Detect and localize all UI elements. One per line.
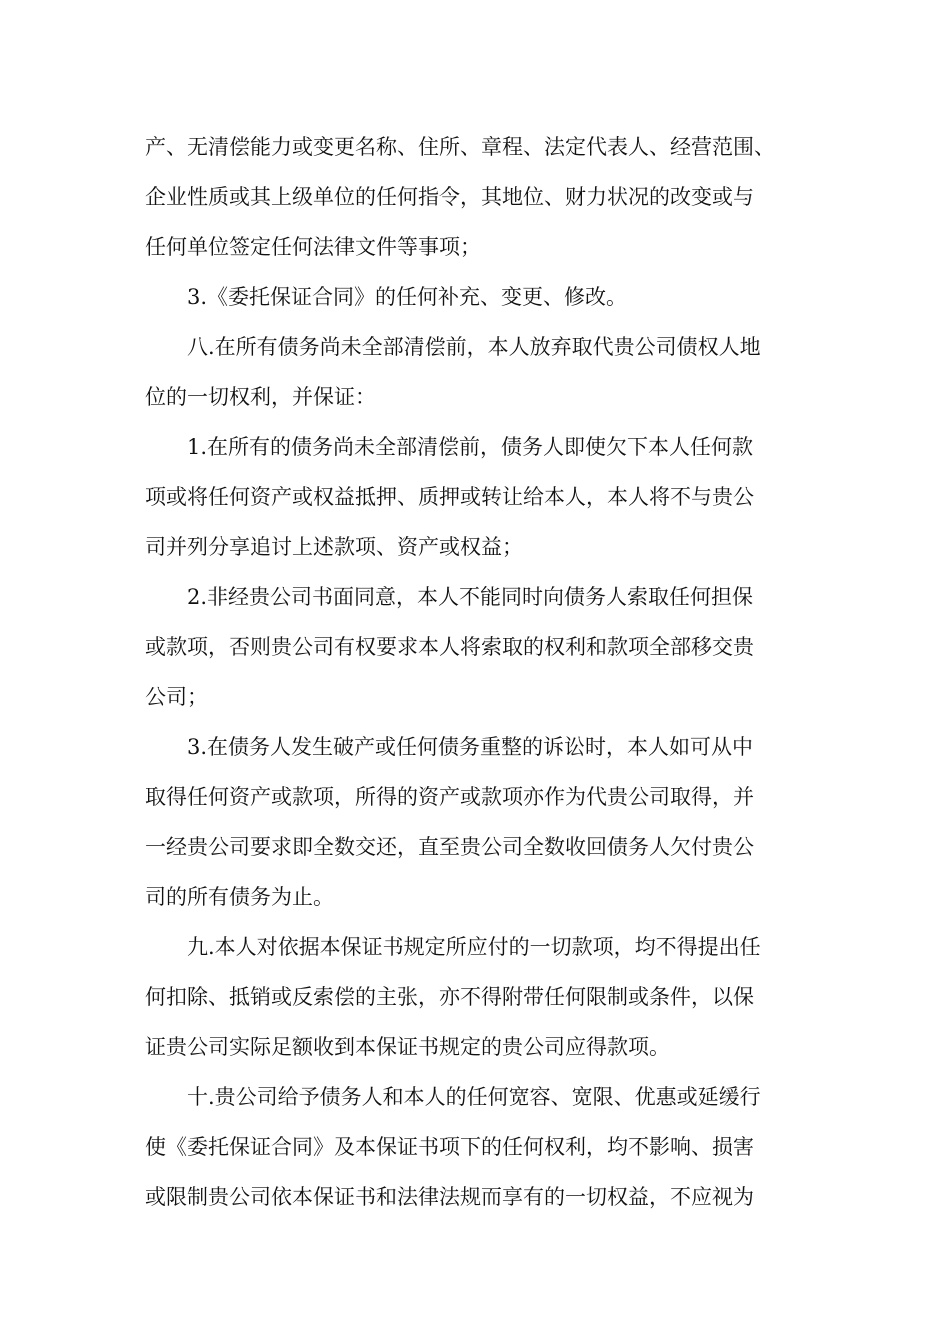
text-line: 3.在债务人发生破产或任何债务重整的诉讼时，本人如可从中 bbox=[187, 735, 754, 759]
text-line: 项或将任何资产或权益抵押、质押或转让给本人，本人将不与贵公 bbox=[145, 485, 754, 509]
text-line: 证贵公司实际足额收到本保证书规定的贵公司应得款项。 bbox=[145, 1035, 670, 1059]
text-line: 司并列分享追讨上述款项、资产或权益； bbox=[145, 535, 523, 559]
text-line: 何扣除、抵销或反索偿的主张，亦不得附带任何限制或条件，以保 bbox=[145, 985, 754, 1009]
text-line: 1.在所有的债务尚未全部清偿前，债务人即使欠下本人任何款 bbox=[187, 435, 754, 459]
text-line: 八.在所有债务尚未全部清偿前，本人放弃取代贵公司债权人地 bbox=[187, 335, 761, 359]
text-line: 企业性质或其上级单位的任何指令，其地位、财力状况的改变或与 bbox=[145, 185, 754, 209]
text-line: 取得任何资产或款项，所得的资产或款项亦作为代贵公司取得，并 bbox=[145, 785, 754, 809]
text-line: 位的一切权利，并保证： bbox=[145, 385, 376, 409]
text-line: 2.非经贵公司书面同意，本人不能同时向债务人索取任何担保 bbox=[187, 585, 754, 609]
text-line: 一经贵公司要求即全数交还，直至贵公司全数收回债务人欠付贵公 bbox=[145, 835, 754, 859]
text-line: 产、无清偿能力或变更名称、住所、章程、法定代表人、经营范围、 bbox=[145, 135, 775, 159]
document-body bbox=[145, 122, 845, 1222]
text-line: 司的所有债务为止。 bbox=[145, 885, 334, 909]
text-line: 九.本人对依据本保证书规定所应付的一切款项，均不得提出任 bbox=[187, 935, 761, 959]
text-line: 使《委托保证合同》及本保证书项下的任何权利，均不影响、损害 bbox=[145, 1135, 754, 1159]
text-line: 十.贵公司给予债务人和本人的任何宽容、宽限、优惠或延缓行 bbox=[187, 1085, 761, 1109]
text-line: 3.《委托保证合同》的任何补充、变更、修改。 bbox=[187, 285, 628, 309]
text-line: 或限制贵公司依本保证书和法律法规而享有的一切权益，不应视为 bbox=[145, 1185, 754, 1209]
text-line: 任何单位签定任何法律文件等事项； bbox=[145, 235, 481, 259]
text-line: 公司； bbox=[145, 685, 208, 709]
text-line: 或款项，否则贵公司有权要求本人将索取的权利和款项全部移交贵 bbox=[145, 635, 754, 659]
